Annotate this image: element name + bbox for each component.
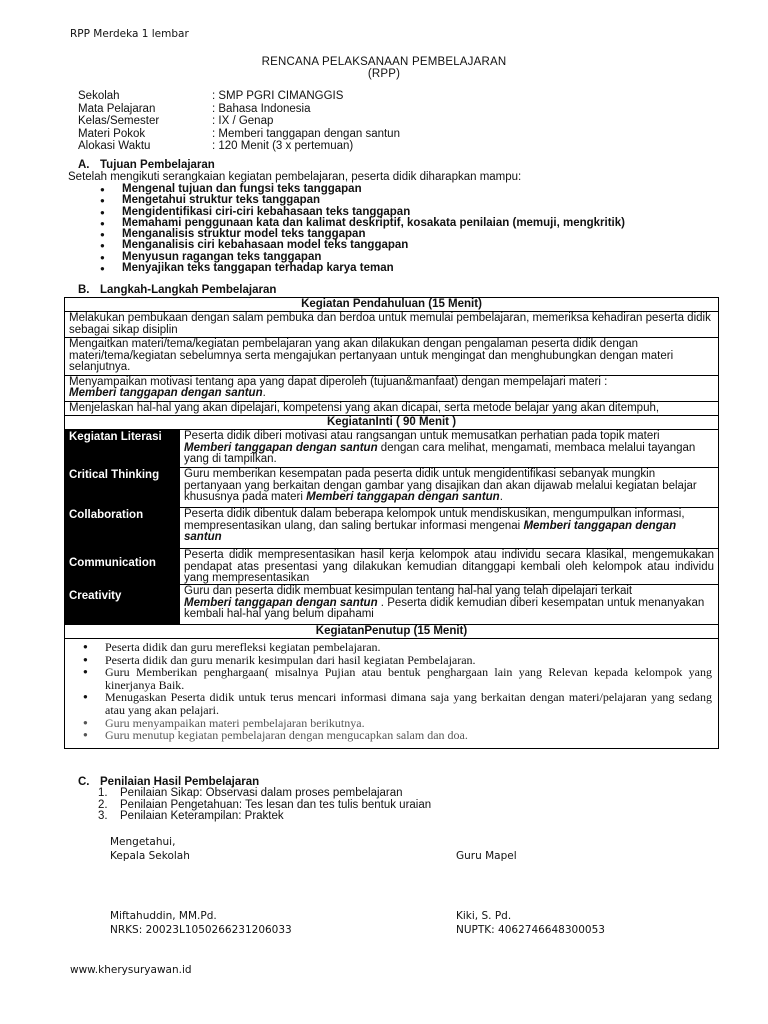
document-header-label: RPP Merdeka 1 lembar [70,28,189,40]
pendahuluan-row-text: Menyampaikan motivasi tentang apa yang dapat diperoleh (tujuan&manfaat) dengan mempelajari materi : [69,375,608,388]
inti-text-communication: Peserta didik mempresentasikan hasil kerja kelompok atau individu secara klasikal, mengemukakan pendapat atas presentasi yang dilakukan kemudian ditanggapi kembali oleh kelompok atau individu yang mempresentasikan [179,549,718,584]
pendahuluan-row: Menjelaskan hal-hal yang akan dipelajari, kompetensi yang akan dicapai, serta metode belajar yang akan ditempuh, [65,401,718,416]
signature-teacher-title: Guru Mapel [456,850,517,862]
identity-row [78,103,400,116]
document-subtitle: (RPP) [367,68,401,80]
signature-principal-id: NRKS: 20023L1050266231206033 [110,924,292,936]
assessment-item [98,788,431,800]
signature-teacher-name: Kiki, S. Pd. [456,910,512,922]
inti-label-communication: Communication [65,549,179,584]
goal-item: ● Mengidentifikasi ciri-ciri kebahasaan teks tanggapan [100,207,625,218]
penutup-item: ● Peserta didik dan guru menarik kesimpulan dari hasil kegiatan Pembelajaran. [105,654,712,667]
inti-header: KegiatanInti ( 90 Menit ) [65,415,718,429]
section-b-number: B. [78,284,90,296]
signature-teacher-id: NUPTK: 4062746648300053 [456,924,605,936]
inti-label-creativity: Creativity [65,585,179,624]
assessment-number: 3. [98,810,108,822]
topic-emphasis: Memberi tanggapan dengan santun [69,387,263,399]
topic-emphasis: Memberi tanggapan dengan santun [184,596,378,609]
section-a-title: Tujuan Pembelajaran [100,159,215,171]
inti-text-part: Peserta didik dibentuk dalam beberapa kelompok untuk mendiskusikan, mengumpulkan informasi, mempresentasikan ulang, dan saling bertukar informasi mengenai [184,508,685,532]
pendahuluan-row: Mengaitkan materi/tema/kegiatan pembelajaran yang akan dilakukan dengan pengalaman peserta didik dengan materi/tema/kegiatan sebelumnya serta mengajukan pertanyaan untuk mengingat dan menghubungkan dengan materi selanjutnya. [65,337,718,375]
signature-principal-name: Miftahuddin, MM.Pd. [110,910,217,922]
identity-key: Materi Pokok [78,127,146,140]
goal-item: ● Menyajikan teks tanggapan terhadap karya teman [100,263,625,274]
inti-row-communication [65,548,718,584]
assessment-list [98,788,431,823]
identity-row [78,115,400,128]
inti-text-critical-thinking [179,468,718,507]
penutup-item: ● Guru menutup kegiatan pembelajaran dengan mengucapkan salam dan doa. [105,729,712,742]
signature-acknowledged: Mengetahui, [110,836,176,848]
topic-emphasis: Memberi tanggapan dengan santun [184,441,378,454]
goal-item: ● Mengetahui struktur teks tanggapan [100,195,625,206]
identity-key: Mata Pelajaran [78,102,156,115]
section-a-heading [78,159,215,171]
section-a-number: A. [78,159,90,171]
inti-text-part: . Peserta didik kemudian diberi kesempatan untuk menanyakan kembali hal-hal yang belum dipahami [184,596,705,620]
inti-text-part: Guru memberikan kesempatan pada peserta didik untuk mengidentifikasi sebanyak mungkin pertanyaan yang berkaitan dengan gambar yang disajikan dan akan dijawab melalui kegiatan belajar khususnya pada materi [184,468,697,503]
inti-text-part: . [499,491,503,503]
goals-list [100,184,625,274]
inti-text-collaboration [179,508,718,548]
inti-label-critical-thinking: Critical Thinking [65,468,179,507]
penutup-list [65,639,718,748]
identity-block [78,90,400,153]
identity-key: Kelas/Semester [78,115,160,128]
inti-row-creativity [65,584,718,624]
goal-item: ● Menganalisis ciri kebahasaan model teks tanggapan [100,240,625,251]
inti-text-part: Peserta didik diberi motivasi atau rangsangan untuk memusatkan perhatian pada topik materi [184,430,660,442]
section-b-heading [78,284,276,296]
section-b-title: Langkah-Langkah Pembelajaran [100,284,277,296]
penutup-header: KegiatanPenutup (15 Menit) [65,624,718,638]
penutup-item: ● Guru menyampaikan materi pembelajaran berikutnya. [105,717,712,730]
identity-key: Alokasi Waktu [78,140,151,153]
section-c-title: Penilaian Hasil Pembelajaran [100,776,260,788]
pendahuluan-header: Kegiatan Pendahuluan (15 Menit) [301,298,482,310]
identity-value: : Memberi tanggapan dengan santun [212,127,400,140]
assessment-item [98,811,431,823]
goal-item: ● Menganalisis struktur model teks tanggapan [100,229,625,240]
goal-item: ● Mengenal tujuan dan fungsi teks tanggapan [100,184,625,195]
pendahuluan-row: Melakukan pembukaan dengan salam pembuka dan berdoa untuk memulai pembelajaran, memeriksa kehadiran peserta didik sebagai sikap disiplin [65,311,718,337]
pendahuluan-row-end: . [262,387,266,399]
inti-text-part: Guru dan peserta didik membuat kesimpulan tentang hal-hal yang telah dipelajari terkait [184,585,633,597]
pendahuluan-row [65,375,718,401]
topic-emphasis: Memberi tanggapan dengan santun [306,491,500,503]
signature-principal-title: Kepala Sekolah [110,850,190,862]
identity-value: : Bahasa Indonesia [212,102,311,115]
identity-row [78,90,400,103]
learning-steps-table [64,297,719,749]
inti-row-literasi [65,429,718,467]
identity-key: Sekolah [78,90,120,102]
penutup-row [65,638,718,748]
penutup-item: ● Peserta didik dan guru merefleksi kegiatan pembelajaran. [105,641,712,654]
identity-value: : IX / Genap [212,115,274,128]
assessment-text: Penilaian Pengetahuan: Tes lesan dan tes tulis bentuk uraian [120,798,432,811]
topic-emphasis: Memberi tanggapan dengan santun [184,519,677,543]
identity-row [78,128,400,141]
assessment-number: 1. [98,787,108,799]
goals-intro: Setelah mengikuti serangkaian kegiatan pembelajaran, peserta didik diharapkan mampu: [68,171,522,183]
penutup-item: ● Guru Memberikan penghargaan( misalnya Pujian atau bentuk penghargaan lain yang Relevan kepada kelompok yang kinerjanya Baik. [105,666,712,691]
assessment-number: 2. [98,798,108,811]
assessment-text: Penilaian Sikap: Observasi dalam proses pembelajaran [120,787,403,799]
identity-value: : SMP PGRI CIMANGGIS [212,90,344,102]
inti-text-part: dengan cara melihat, mengamati, membaca melalui tayangan yang di tampilkan. [184,441,696,465]
identity-value: : 120 Menit (3 x pertemuan) [212,140,354,153]
inti-text-literasi [179,430,718,467]
footer-website: www.kherysuryawan.id [70,964,192,976]
document-title: RENCANA PELAKSANAAN PEMBELAJARAN [261,56,507,68]
inti-row-critical-thinking [65,467,718,507]
inti-text-creativity [179,585,718,624]
goal-item: ● Memahami penggunaan kata dan kalimat deskriptif, kosakata penilaian (memuji, mengkritik) [100,218,625,229]
goal-item: ● Menyusun ragangan teks tanggapan [100,252,625,263]
inti-label-literasi: Kegiatan Literasi [65,430,179,467]
assessment-text: Penilaian Keterampilan: Praktek [120,810,284,822]
penutup-item: ● Menugaskan Peserta didik untuk terus mencari informasi dimana saja yang berkaitan dengan materi/pelajaran yang sedang atau yang akan pelajari. [105,691,712,716]
inti-row-collaboration [65,507,718,548]
section-c-number: C. [78,776,90,788]
inti-label-collaboration: Collaboration [65,508,179,548]
identity-row [78,140,400,153]
